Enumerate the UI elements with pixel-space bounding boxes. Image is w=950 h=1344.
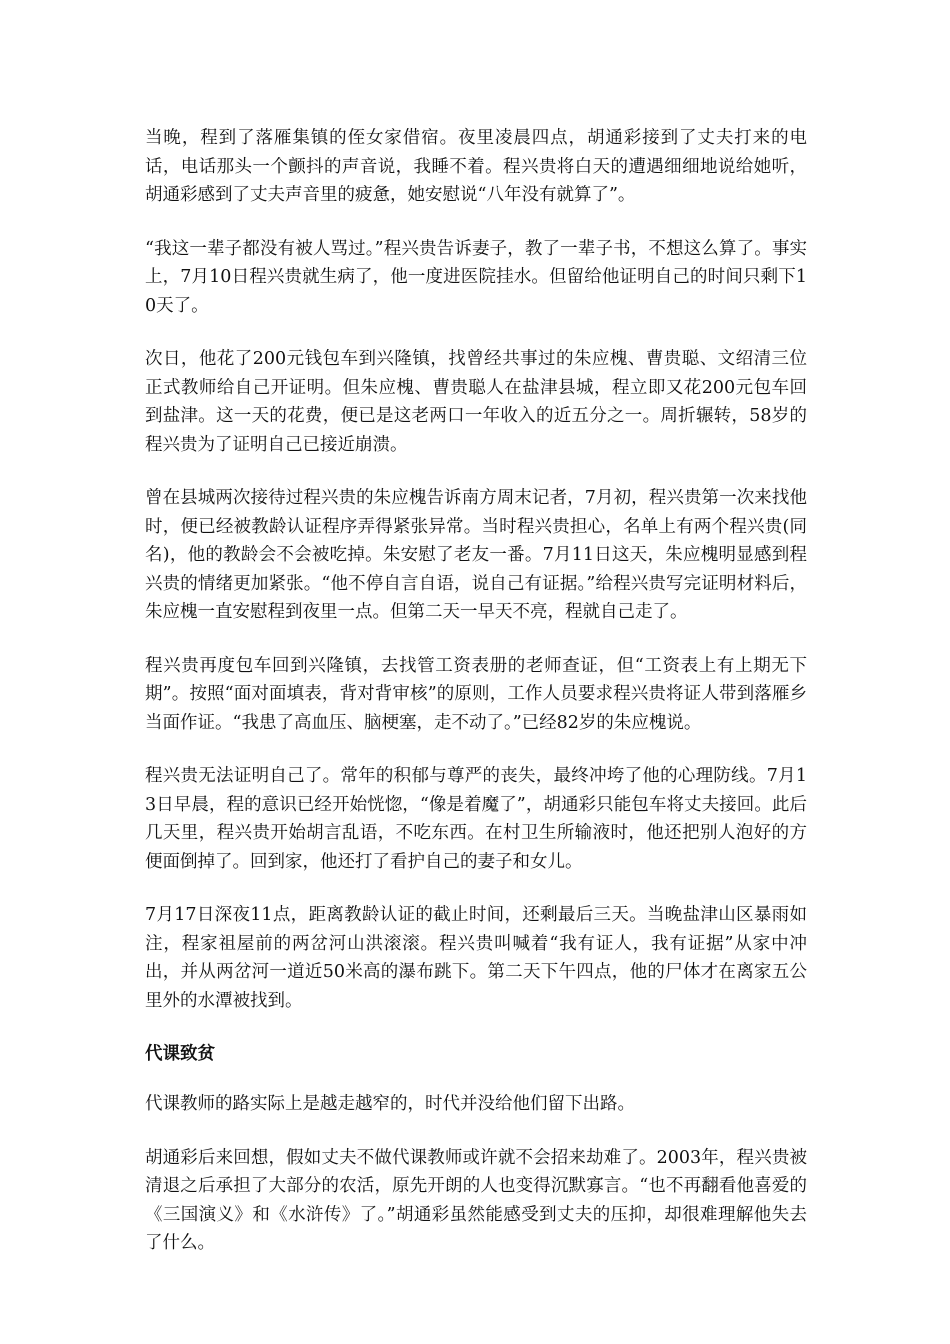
paragraph: 代课教师的路实际上是越走越窄的，时代并没给他们留下出路。	[145, 1094, 635, 1114]
section-heading: 代课致贫	[145, 1044, 215, 1064]
paragraph: 胡通彩后来回想，假如丈夫不做代课教师或许就不会招来劫难了。2003年，程兴贵被清退之后承担了大部分的农活，原先开朗的人也变得沉默寡言。“也不再翻看他喜爱的《三国演义》和《水浒传》了。”胡通彩虽然能感受到丈夫的压抑，却很难理解他失去了什么。	[145, 1147, 807, 1253]
paragraph: 曾在县城两次接待过程兴贵的朱应槐告诉南方周末记者，7月初，程兴贵第一次来找他时，便已经被教龄认证程序弄得紧张异常。当时程兴贵担心，名单上有两个程兴贵(同名)，他的教龄会不会被吃掉。朱安慰了老友一番。7月11日这天，朱应槐明显感到程兴贵的情绪更加紧张。“他不停自言自语，说自己有证据。”给程兴贵写完证明材料后，朱应槐一直安慰程到夜里一点。但第二天一早天不亮，程就自己走了。	[145, 488, 807, 622]
paragraph: 程兴贵无法证明自己了。常年的积郁与尊严的丧失，最终冲垮了他的心理防线。7月13日早晨，程的意识已经开始恍惚，“像是着魔了”，胡通彩只能包车将丈夫接回。此后几天里，程兴贵开始胡言乱语，不吃东西。在村卫生所输液时，他还把别人泡好的方便面倒掉了。回到家，他还打了看护自己的妻子和女儿。	[145, 766, 807, 872]
paragraph: “我这一辈子都没有被人骂过。”程兴贵告诉妻子，教了一辈子书，不想这么算了。事实上，7月10日程兴贵就生病了，他一度进医院挂水。但留给他证明自己的时间只剩下10天了。	[145, 238, 807, 316]
article-body	[145, 124, 807, 1283]
paragraph: 7月17日深夜11点，距离教龄认证的截止时间，还剩最后三天。当晚盐津山区暴雨如注，程家祖屋前的两岔河山洪滚滚。程兴贵叫喊着“我有证人，我有证据”从家中冲出，并从两岔河一道近50米高的瀑布跳下。第二天下午四点，他的尸体才在离家五公里外的水潭被找到。	[145, 905, 807, 1011]
paragraph: 次日，他花了200元钱包车到兴隆镇，找曾经共事过的朱应槐、曹贵聪、文绍清三位正式教师给自己开证明。但朱应槐、曹贵聪人在盐津县城，程立即又花200元包车回到盐津。这一天的花费，便已是这老两口一年收入的近五分之一。周折辗转，58岁的程兴贵为了证明自己已接近崩溃。	[145, 349, 807, 455]
paragraph: 当晚，程到了落雁集镇的侄女家借宿。夜里凌晨四点，胡通彩接到了丈夫打来的电话，电话那头一个颤抖的声音说，我睡不着。程兴贵将白天的遭遇细细地说给她听，胡通彩感到了丈夫声音里的疲惫，她安慰说“八年没有就算了”。	[145, 128, 807, 205]
paragraph: 程兴贵再度包车回到兴隆镇，去找管工资表册的老师查证，但“工资表上有上期无下期”。按照“面对面填表，背对背审核”的原则，工作人员要求程兴贵将证人带到落雁乡当面作证。“我患了高血压、脑梗塞，走不动了。”已经82岁的朱应槐说。	[145, 655, 807, 733]
